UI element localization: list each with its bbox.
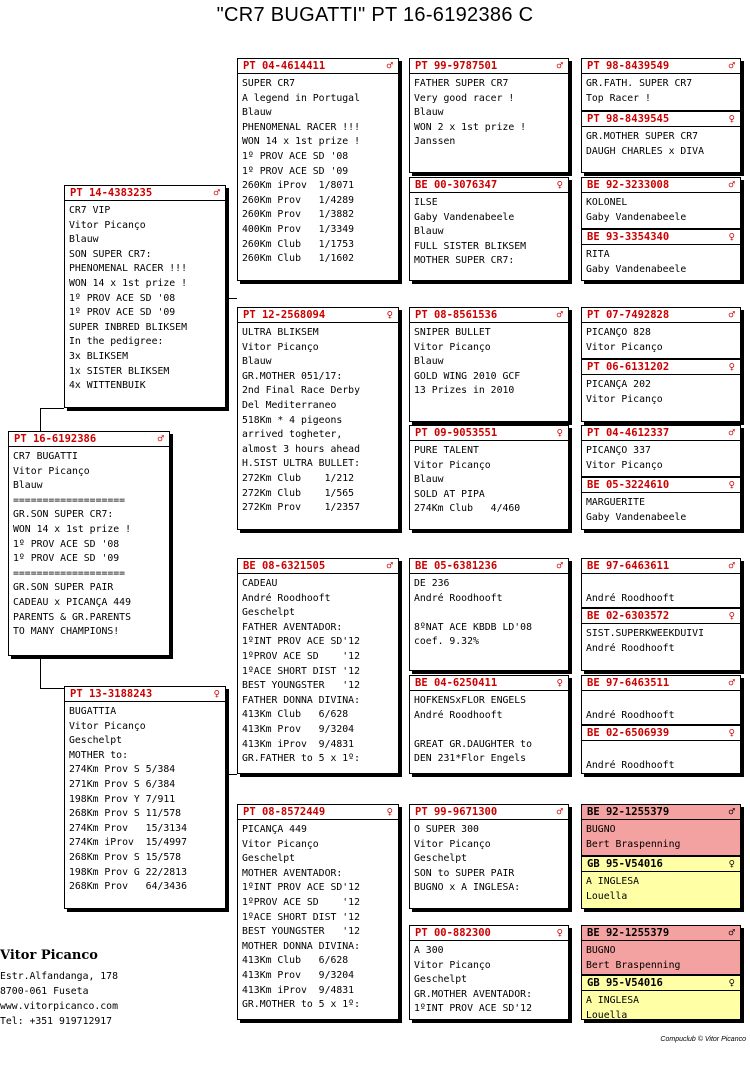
ring-number-text: BE 08-6321505 [243, 560, 326, 572]
female-symbol-icon: ♀ [728, 858, 735, 870]
pigeon-card-g16 [581, 975, 741, 1020]
pigeon-card-dss [409, 558, 569, 671]
pigeon-card-ds [237, 558, 399, 774]
ring-number [238, 805, 398, 820]
ring-number [410, 676, 568, 691]
pigeon-card-ssd [409, 177, 569, 281]
owner-name: Vitor Picanco [0, 948, 98, 963]
pigeon-details: BUGNO Bert Braspenning [586, 824, 681, 850]
connector-line [40, 408, 64, 409]
male-symbol-icon: ♂ [556, 806, 563, 818]
ring-number [582, 230, 740, 245]
pigeon-card-g11 [581, 675, 741, 725]
ring-number-text: PT 06-6131202 [587, 361, 670, 373]
female-symbol-icon: ♀ [728, 977, 735, 989]
pigeon-card-g6 [581, 359, 741, 422]
pigeon-card-g8 [581, 477, 741, 530]
female-symbol-icon: ♀ [556, 179, 563, 191]
ring-number-text: BE 92-3233008 [587, 179, 670, 191]
male-symbol-icon: ♂ [728, 179, 735, 191]
pigeon-card-g15 [581, 925, 741, 975]
pigeon-details: PICANÇO 828 Vitor Picanço [586, 327, 663, 353]
pigeon-card-ss [237, 58, 399, 281]
male-symbol-icon: ♂ [728, 560, 735, 572]
ring-number-text: PT 98-8439549 [587, 60, 670, 72]
ring-number [582, 360, 740, 375]
ring-number [410, 426, 568, 441]
female-symbol-icon: ♀ [728, 727, 735, 739]
male-symbol-icon: ♂ [728, 309, 735, 321]
pigeon-details: André Roodhooft [586, 759, 675, 771]
male-symbol-icon: ♂ [556, 560, 563, 572]
female-symbol-icon: ♀ [728, 479, 735, 491]
female-symbol-icon: ♀ [556, 427, 563, 439]
ring-number [582, 805, 740, 820]
ring-number-text: PT 12-2568094 [243, 309, 326, 321]
ring-number [65, 186, 225, 201]
ring-number-text: PT 07-7492828 [587, 309, 670, 321]
pigeon-details: SIST.SUPERKWEEKDUIVI André Roodhooft [586, 628, 704, 654]
pigeon-details: BUGATTIA Vitor Picanço Geschelpt MOTHER to: 274Km Prov S 5/384 271Km Prov S 6/384 198Km Prov Y 7/911 268Km Prov S 11/578 274Km Prov 15/3134 274Km iProv 15/4997 268Km Prov S 15/578 198Km Prov G 22/2813 268Km Prov 64/3436 [69, 706, 187, 893]
connector-line [228, 774, 237, 775]
female-symbol-icon: ♀ [386, 806, 393, 818]
ring-number-text: BE 93-3354340 [587, 231, 670, 243]
ring-number [410, 805, 568, 820]
ring-number-text: BE 04-6250411 [415, 677, 498, 689]
ring-number [238, 59, 398, 74]
ring-number [582, 308, 740, 323]
pigeon-details: BUGNO Bert Braspenning [586, 945, 681, 971]
male-symbol-icon: ♂ [157, 433, 164, 445]
pigeon-details: MARGUERITE Gaby Vandenabeele [586, 497, 687, 523]
pigeon-details: ILSE Gaby Vandenabeele Blauw FULL SISTER BLIKSEM MOTHER SUPER CR7: [414, 197, 527, 267]
ring-number-text: PT 00-882300 [415, 927, 491, 939]
connector-line [228, 298, 237, 299]
pigeon-details: GR.MOTHER SUPER CR7 DAUGH CHARLES x DIVA [586, 131, 704, 157]
pigeon-details: PICANÇA 449 Vitor Picanço Geschelpt MOTHER AVENTADOR: 1ºINT PROV ACE SD'12 1ºPROV ACE SD '12 1ºACE SHORT DIST '12 BEST YOUNGSTER '12 MOTHER DONNA DIVINA: 413Km Club 6/628 413Km Prov 9/3204 413Km iProv 9/4831 GR.MOTHER to 5 x 1º: [242, 824, 360, 1011]
ring-number [238, 308, 398, 323]
ring-number-text: BE 05-3224610 [587, 479, 670, 491]
pigeon-card-g14 [581, 856, 741, 909]
pigeon-details: SNIPER BULLET Vitor Picanço Blauw GOLD WING 2010 GCF 13 Prizes in 2010 [414, 327, 521, 397]
ring-number [410, 59, 568, 74]
pigeon-card-g12 [581, 725, 741, 774]
pigeon-card-sdd [409, 425, 569, 530]
male-symbol-icon: ♂ [728, 806, 735, 818]
male-symbol-icon: ♂ [213, 187, 220, 199]
pigeon-details: A INGLESA Louella [586, 876, 640, 902]
ring-number [582, 426, 740, 441]
pigeon-card-g10 [581, 608, 741, 671]
pigeon-card-g1 [581, 58, 741, 111]
ring-number-text: BE 05-6381236 [415, 560, 498, 572]
ring-number [582, 857, 740, 872]
ring-number-text: PT 09-9053551 [415, 427, 498, 439]
ring-number [65, 687, 225, 702]
pigeon-card-sire [64, 185, 226, 408]
pigeon-details: HOFKENSxFLOR ENGELS André Roodhooft GREAT GR.DAUGHTER to DEN 231*Flor Engels [414, 695, 532, 765]
female-symbol-icon: ♀ [728, 610, 735, 622]
ring-number-text: BE 02-6506939 [587, 727, 670, 739]
pigeon-card-g7 [581, 425, 741, 477]
pigeon-details: André Roodhooft [586, 709, 675, 721]
pigeon-details: ULTRA BLIKSEM Vitor Picanço Blauw GR.MOTHER 051/17: 2nd Final Race Derby Del Mediterraneo 518Km * 4 pigeons arrived togheter, almost 3 hours ahead H.SIST ULTRA BULLET: 272Km Club 1/212 272Km Club 1/565 272Km Prov 1/2357 [242, 327, 360, 514]
pigeon-details: André Roodhooft [586, 592, 675, 604]
male-symbol-icon: ♂ [728, 60, 735, 72]
ring-number-text: PT 08-8561536 [415, 309, 498, 321]
male-symbol-icon: ♂ [386, 560, 393, 572]
owner-address: Estr.Alfandanga, 178 [0, 971, 118, 982]
female-symbol-icon: ♀ [728, 231, 735, 243]
ring-number [582, 59, 740, 74]
ring-number [582, 178, 740, 193]
pigeon-details: PICANÇO 337 Vitor Picanço [586, 445, 663, 471]
male-symbol-icon: ♂ [556, 60, 563, 72]
ring-number [582, 559, 740, 574]
ring-number [582, 676, 740, 691]
ring-number [582, 609, 740, 624]
female-symbol-icon: ♀ [728, 361, 735, 373]
ring-number [9, 432, 169, 447]
pigeon-card-dds [409, 804, 569, 909]
male-symbol-icon: ♂ [728, 677, 735, 689]
pigeon-details: SUPER CR7 A legend in Portugal Blauw PHENOMENAL RACER !!! WON 14 x 1st prize ! 1º PROV ACE SD '08 1º PROV ACE SD '09 260Km iProv 1/8071 260Km Prov 1/4289 260Km Prov 1/3882 400Km Prov 1/3349 260Km Club 1/1753 260Km Club 1/1602 [242, 78, 360, 265]
pigeon-details: FATHER SUPER CR7 Very good racer ! Blauw WON 2 x 1st prize ! Janssen [414, 78, 527, 148]
ring-number-text: PT 08-8572449 [243, 806, 326, 818]
pigeon-details: CR7 VIP Vitor Picanço Blauw SON SUPER CR7: PHENOMENAL RACER !!! WON 14 x 1st prize ! 1º PROV ACE SD '08 1º PROV ACE SD '09 SUPER INBRED BLIKSEM In the pedigree: 3x BLIKSEM 1x SISTER BLIKSEM 4x WITTENBUIK [69, 205, 187, 392]
pigeon-card-g2 [581, 111, 741, 173]
pigeon-card-g9 [581, 558, 741, 608]
ring-number [410, 926, 568, 941]
pigeon-details: PURE TALENT Vitor Picanço Blauw SOLD AT PIPA 274Km Club 4/460 [414, 445, 521, 515]
pigeon-card-subject [8, 431, 170, 656]
male-symbol-icon: ♂ [728, 427, 735, 439]
pigeon-card-dd [237, 804, 399, 1020]
ring-number [410, 559, 568, 574]
ring-number [582, 478, 740, 493]
ring-number-text: GB 95-V54016 [587, 858, 663, 870]
ring-number-text: BE 92-1255379 [587, 806, 670, 818]
ring-number [238, 559, 398, 574]
female-symbol-icon: ♀ [556, 927, 563, 939]
ring-number-text: BE 97-6463511 [587, 677, 670, 689]
ring-number-text: GB 95-V54016 [587, 977, 663, 989]
pigeon-card-dam [64, 686, 226, 909]
ring-number-text: PT 13-3188243 [70, 688, 153, 700]
ring-number [582, 726, 740, 741]
pigeon-card-dsd [409, 675, 569, 774]
pigeon-card-g4 [581, 229, 741, 281]
ring-number [582, 926, 740, 941]
female-symbol-icon: ♀ [213, 688, 220, 700]
pigeon-details: GR.FATH. SUPER CR7 Top Racer ! [586, 78, 693, 104]
ring-number-text: BE 97-6463611 [587, 560, 670, 572]
pigeon-card-g13 [581, 804, 741, 856]
connector-line [40, 656, 41, 688]
page-title: "CR7 BUGATTI" PT 16-6192386 C [216, 4, 534, 26]
ring-number-text: BE 92-1255379 [587, 927, 670, 939]
ring-number-text: PT 14-4383235 [70, 187, 153, 199]
owner-phone: Tel: +351 919712917 [0, 1016, 113, 1027]
owner-website: www.vitorpicanco.com [0, 1001, 118, 1012]
pigeon-details: A INGLESA Louella [586, 995, 640, 1019]
pigeon-details: KOLONEL Gaby Vandenabeele [586, 197, 687, 223]
ring-number-text: PT 04-4614411 [243, 60, 326, 72]
pigeon-details: PICANÇA 202 Vitor Picanço [586, 379, 663, 405]
pigeon-details: RITA Gaby Vandenabeele [586, 249, 687, 275]
female-symbol-icon: ♀ [556, 677, 563, 689]
male-symbol-icon: ♂ [386, 60, 393, 72]
ring-number-text: PT 99-9671300 [415, 806, 498, 818]
male-symbol-icon: ♂ [556, 309, 563, 321]
male-symbol-icon: ♂ [728, 927, 735, 939]
pigeon-details: DE 236 André Roodhooft 8ºNAT ACE KBDB LD'08 coef. 9.32% [414, 578, 532, 648]
ring-number [410, 308, 568, 323]
pigeon-card-g5 [581, 307, 741, 359]
pigeon-card-sds [409, 307, 569, 422]
owner-postcode: 8700-061 Fuseta [0, 986, 89, 997]
pigeon-details: CR7 BUGATTI Vitor Picanço Blauw =================== GR.SON SUPER CR7: WON 14 x 1st prize ! 1º PROV ACE SD '08 1º PROV ACE SD '09 =================== GR.SON SUPER PAIR CADEAU x PICANÇA 449 PARENTS & GR.PARENTS TO MANY CHAMPIONS! [13, 451, 131, 638]
pigeon-details: A 300 Vitor Picanço Geschelpt GR.MOTHER AVENTADOR: 1ºINT PROV ACE SD'12 [414, 945, 532, 1015]
female-symbol-icon: ♀ [386, 309, 393, 321]
connector-line [40, 408, 41, 432]
pigeon-card-g3 [581, 177, 741, 229]
ring-number-text: BE 02-6303572 [587, 610, 670, 622]
female-symbol-icon: ♀ [728, 113, 735, 125]
ring-number-text: PT 99-9787501 [415, 60, 498, 72]
pigeon-card-ddd [409, 925, 569, 1020]
ring-number [582, 976, 740, 991]
pigeon-details: O SUPER 300 Vitor Picanço Geschelpt SON to SUPER PAIR BUGNO x A INGLESA: [414, 824, 521, 894]
ring-number-text: PT 04-4612337 [587, 427, 670, 439]
connector-line [40, 688, 64, 689]
ring-number-text: BE 00-3076347 [415, 179, 498, 191]
ring-number-text: PT 16-6192386 [14, 433, 97, 445]
pigeon-card-sd [237, 307, 399, 530]
ring-number [410, 178, 568, 193]
ring-number-text: PT 98-8439545 [587, 113, 670, 125]
ring-number [582, 112, 740, 127]
pigeon-details: CADEAU André Roodhooft Geschelpt FATHER AVENTADOR: 1ºINT PROV ACE SD'12 1ºPROV ACE SD '12 1ºACE SHORT DIST '12 BEST YOUNGSTER '12 FATHER DONNA DIVINA: 413Km Club 6/628 413Km Prov 9/3204 413Km iProv 9/4831 GR.FATHER to 5 x 1º: [242, 578, 360, 765]
pigeon-card-sss [409, 58, 569, 173]
footer-credit: Compuclub © Vitor Picanco [660, 1036, 746, 1043]
owner-block [0, 948, 118, 1029]
